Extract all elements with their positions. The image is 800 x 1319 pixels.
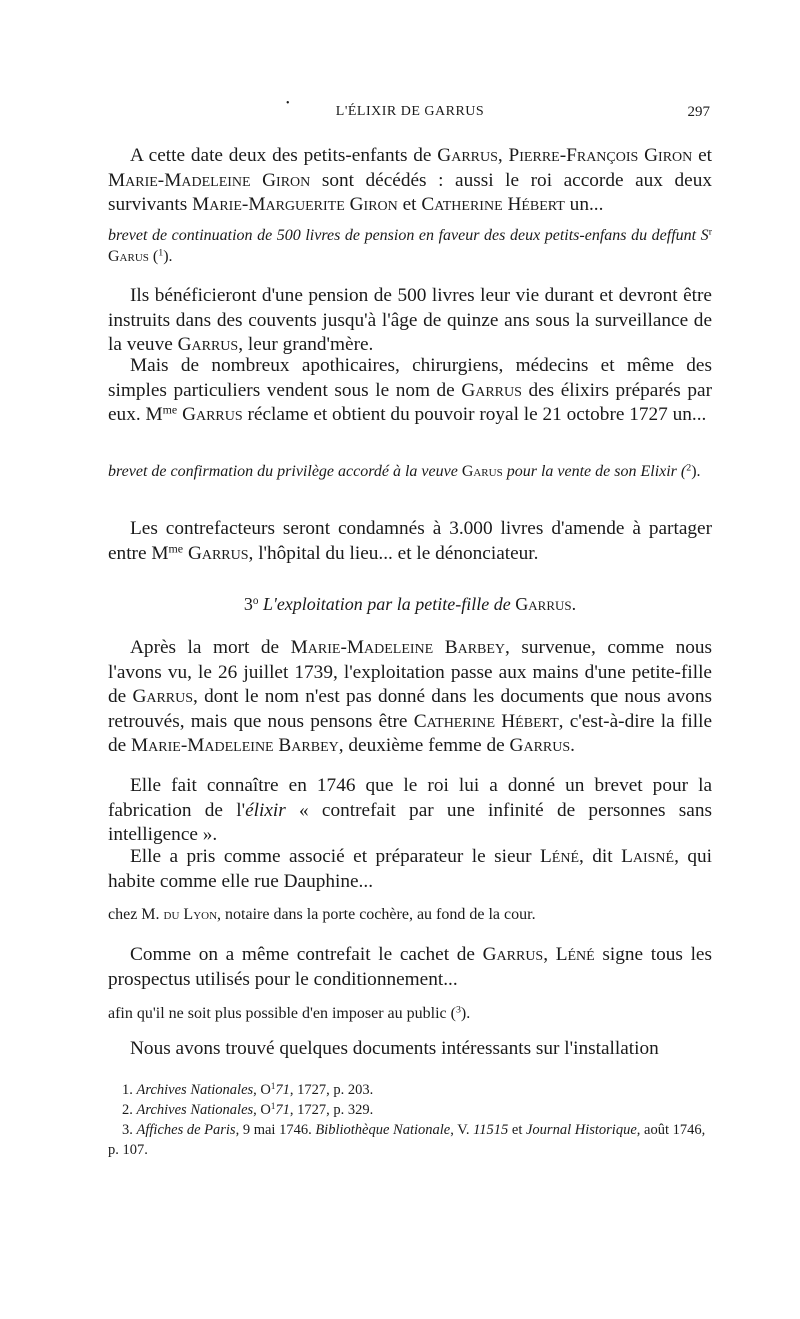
- name-pierre-francois-giron: Pierre-François Giron: [508, 145, 693, 166]
- printing-speck: •: [286, 98, 290, 109]
- footnote-3: 3. Affiches de Paris, 9 mai 1746. Bibliothèque Nationale, V. 11515 et Journal Historique, août 1746, p. 107.: [108, 1122, 706, 1158]
- running-head: L'ÉLIXIR DE GARRUS: [335, 104, 485, 119]
- paragraph-3: Mais de nombreux apothicaires, chirurgiens, médecins et même des simples particuliers vendent sous le nom de Garrus des élixirs préparés par eux. $M^{me}$ Garrus réclame et obtient du pouvoir royal le 21 octobre 1727 un...: [108, 355, 712, 425]
- paragraph-2: Ils bénéficieront d'une pension de 500 livres leur vie durant et devront être instruits dans des couvents jusqu'à l'âge de quinze ans sous la surveillance de la veuve Garrus, leur grand'mère.: [108, 285, 712, 355]
- page-header: [108, 98, 712, 126]
- quotation-3: chez M. du Lyon, notaire dans la porte cochère, au fond de la cour.: [108, 906, 536, 923]
- name-catherine-hebert: Catherine Hébert: [421, 194, 565, 215]
- paragraph-5: Après la mort de Marie-Madeleine Barbey, survenue, comme nous l'avons vu, le 26 juillet 1739, l'exploitation passe aux mains d'une petite-fille de Garrus, dont le nom n'est pas donné dans les documents que nous avons retrouvés, mais que nous pensons être Catherine Hébert, c'est-à-dire la fille de Marie-Madeleine Barbey, deuxième femme de Garrus.: [108, 637, 713, 756]
- footnote-ref-1: 1: [158, 247, 164, 259]
- footnotes: [108, 1080, 712, 1160]
- paragraph-1: A cette date deux des petits-enfants de Garrus, Pierre-François Giron et Marie-Madeleine Giron sont décédés : aussi le roi accorde aux deux survivants Marie-Marguerite Giron et Catherine Hébert un...: [108, 145, 713, 215]
- paragraph-8: Comme on a même contrefait le cachet de Garrus, Léné signe tous les prospectus utilisés pour le conditionnement...: [108, 944, 712, 990]
- name-marie-madeleine-giron: Marie-Madeleine Giron: [108, 169, 311, 191]
- footnote-ref-2: 2: [686, 462, 692, 474]
- name-garrus: Garrus: [437, 145, 498, 166]
- page-number: 297: [687, 104, 710, 120]
- footnote-2: 2. Archives Nationales, $O^171$, 1727, p. 329.: [122, 1101, 374, 1118]
- paragraph-4: Les contrefacteurs seront condamnés à 3.000 livres d'amende à partager entre $M^{me}$ Garrus, l'hôpital du lieu... et le dénonciateur.: [108, 518, 712, 564]
- paragraph-7: Elle a pris comme associé et préparateur le sieur Léné, dit Laisné, qui habite comme elle rue Dauphine...: [108, 846, 712, 892]
- footnote-1: 1. Archives Nationales, $O^171$, 1727, p. 203.: [122, 1081, 374, 1098]
- quotation-1: brevet de continuation de 500 livres de pension en faveur des deux petits-enfans du deffunt $S^r$ Garus ($^1$).: [108, 226, 712, 265]
- section-heading: 3$^o$ L'exploitation par la petite-fille de Garrus.: [243, 594, 577, 614]
- name-marie-marguerite-giron: Marie-Marguerite Giron: [192, 194, 398, 215]
- paragraph-6: Elle fait connaître en 1746 que le roi lui a donné un brevet pour la fabrication de l'élixir « contrefait par une infinité de personnes sans intelligence ».: [108, 775, 712, 845]
- paragraph-9: Nous avons trouvé quelques documents intéressants sur l'installation: [130, 1038, 659, 1059]
- quotation-4: afin qu'il ne soit plus possible d'en imposer au public ($^3$).: [108, 1004, 471, 1022]
- quotation-2: brevet de confirmation du privilège accordé à la veuve Garus pour la vente de son Elixir ($^2$).: [108, 462, 701, 480]
- footnote-ref-3: 3: [455, 1004, 461, 1016]
